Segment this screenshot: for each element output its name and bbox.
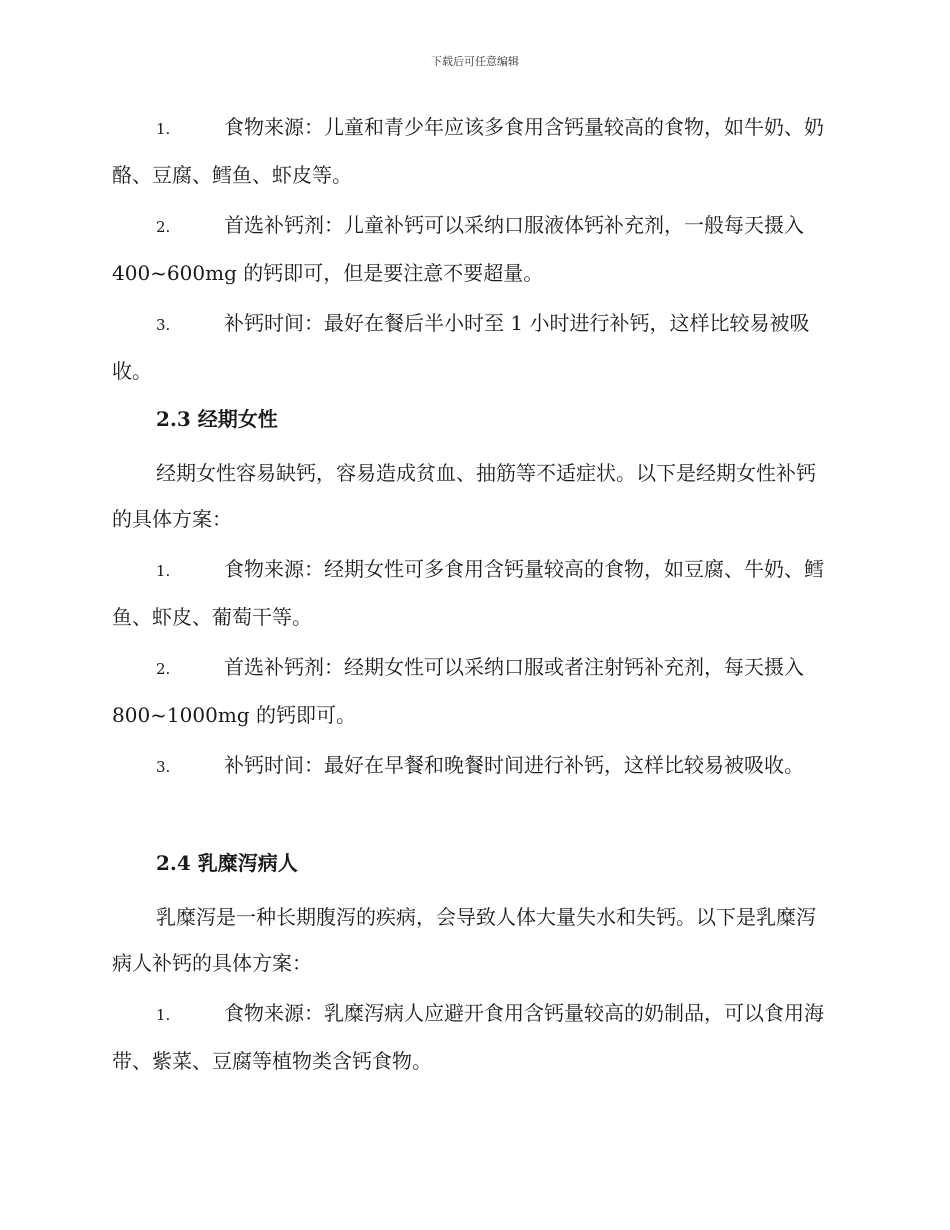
list-text: 首选补钙剂：经期女性可以采纳口服或者注射钙补充剂，每天摄入 800~1000mg 的钙即可。 — [112, 655, 804, 727]
list-text: 食物来源：儿童和青少年应该多食用含钙量较高的食物，如牛奶、奶酪、豆腐、鳕鱼、虾皮等。 — [112, 115, 824, 187]
list-number: 1. — [156, 562, 171, 580]
list-text: 补钙时间：最好在餐后半小时至 1 小时进行补钙，这样比较易被吸收。 — [112, 311, 810, 383]
list-text: 补钙时间：最好在早餐和晚餐时间进行补钙，这样比较易被吸收。 — [224, 753, 804, 777]
page-header: 下载后可任意编辑 — [431, 55, 519, 68]
list-number: 1. — [156, 120, 171, 138]
list-item — [112, 202, 834, 296]
list-number: 2. — [156, 660, 171, 678]
list-item — [112, 546, 834, 640]
list-text: 首选补钙剂：儿童补钙可以采纳口服液体钙补充剂，一般每天摄入 400~600mg 的钙即可，但是要注意不要超量。 — [112, 213, 804, 285]
list-number: 2. — [156, 218, 171, 236]
section-heading: 2.3 经期女性 — [156, 407, 278, 431]
section-body — [112, 894, 834, 1084]
list-number: 3. — [156, 758, 171, 776]
list-item — [112, 104, 834, 198]
list-item — [112, 300, 834, 394]
section-intro: 乳糜泻是一种长期腹泻的疾病，会导致人体大量失水和失钙。以下是乳糜泻病人补钙的具体方案： — [112, 905, 816, 975]
list-text: 食物来源：经期女性可多食用含钙量较高的食物，如豆腐、牛奶、鳕鱼、虾皮、葡萄干等。 — [112, 557, 824, 629]
list-text: 食物来源：乳糜泻病人应避开食用含钙量较高的奶制品，可以食用海带、紫菜、豆腐等植物类含钙食物。 — [112, 1001, 824, 1073]
section-heading: 2.4 乳糜泻病人 — [156, 851, 298, 875]
section-intro: 经期女性容易缺钙，容易造成贫血、抽筋等不适症状。以下是经期女性补钙的具体方案： — [112, 461, 816, 531]
list-number: 3. — [156, 316, 171, 334]
list-item — [112, 742, 834, 790]
list-number: 1. — [156, 1006, 171, 1024]
list-item — [112, 990, 834, 1084]
list-item — [112, 644, 834, 738]
child-calcium-list — [112, 104, 834, 394]
section-body — [112, 450, 834, 790]
